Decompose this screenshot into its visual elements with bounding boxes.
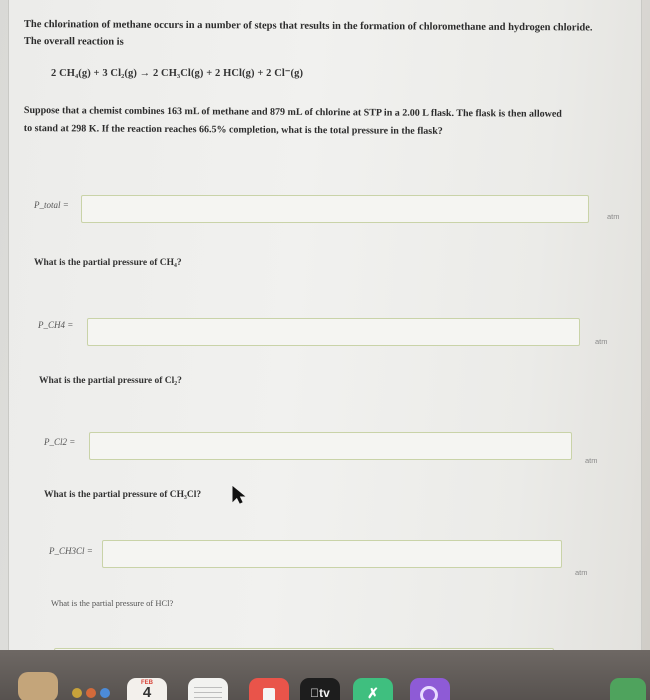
intro-line-1: The chlorination of methane occurs in a number of steps that results in the formation of chloromethane and hydrogen chloride. [23,18,593,34]
problem-line-1: Suppose that a chemist combines 163 mL of methane and 879 mL of chlorine at STP in a 2.00 L flask. The flask is then allowed [23,104,562,120]
question-ch4: What is the partial pressure of CH₄? [34,258,182,268]
p-ch4-unit: atm [595,337,608,346]
p-total-label: P_total = [34,200,69,210]
green-app-icon[interactable] [610,678,646,700]
p-cl2-label: P_Cl2 = [44,437,76,447]
p-ch3cl-unit: atm [575,568,588,577]
problem-line-2: to stand at 298 K. If the reaction reaches 66.5% completion, what is the total pressure in the flask? [23,122,443,137]
calendar-month: FEB [141,680,153,686]
question-ch3cl: What is the partial pressure of CH₃Cl? [44,490,202,500]
question-page [8,0,642,655]
p-ch3cl-label: P_CH3Cl = [49,546,93,556]
p-ch4-input[interactable] [87,318,580,346]
intro-text [24,16,634,54]
photos-icon[interactable] [18,672,58,700]
reaction-equation: 2 CH₄(g) + 3 Cl₂(g) → 2 CH₃Cl(g) + 2 HCl(g) + 2 Cl⁻(g) [51,68,304,79]
p-ch4-label: P_CH4 = [38,320,74,330]
reminders-icon[interactable] [70,686,114,700]
apple-tv-icon[interactable]: tv [300,678,340,700]
excel-icon[interactable]: ✗ [353,678,393,700]
podcasts-icon[interactable] [410,678,450,700]
intro-line-2: The overall reaction is [23,35,124,48]
p-ch3cl-input[interactable] [102,540,562,568]
p-total-input[interactable] [81,195,589,223]
notes-icon[interactable] [188,678,228,700]
question-cl2: What is the partial pressure of Cl₂? [39,376,182,386]
mouse-cursor-icon [232,486,246,504]
p-total-unit: atm [607,212,620,221]
calendar-day: 4 [142,684,152,700]
p-cl2-input[interactable] [89,432,572,460]
problem-text [24,102,639,142]
calendar-icon[interactable] [127,678,167,700]
question-hcl: What is the partial pressure of HCl? [51,598,174,608]
p-cl2-unit: atm [585,456,598,465]
red-app-icon[interactable] [249,678,289,700]
